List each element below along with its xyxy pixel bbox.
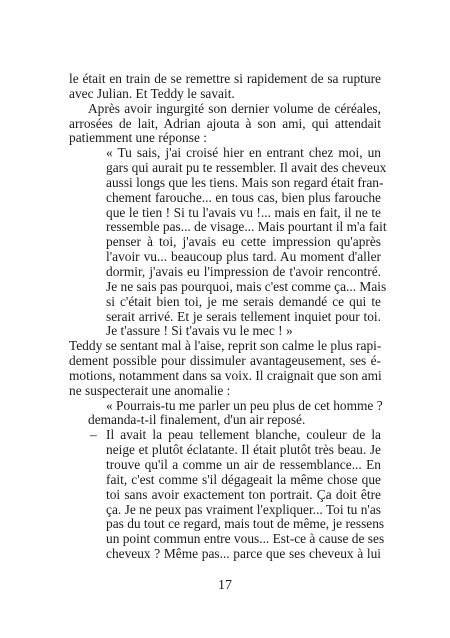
text-line: Il avait la peau tellement blanche, couleur de la bbox=[106, 427, 381, 443]
text-line: dement possible pour dissimuler avantageusement, ses é- bbox=[69, 353, 381, 368]
text-line: avec Julian. Et Teddy le savait. bbox=[69, 85, 235, 101]
text-line: ne suspecterait une anomalie : bbox=[69, 382, 231, 398]
text-line: aussi longs que les tiens. Mais son regard était fran- bbox=[106, 174, 384, 190]
text-line: toi sans avoir exactement ton portrait. Ça doit être bbox=[106, 486, 381, 502]
text-line: que le tien ! Si tu l'avais vu !... mais en fait, il ne te bbox=[106, 204, 381, 220]
text-line: trouve qu'il a comme un air de ressemblance... En bbox=[106, 456, 381, 472]
text-line: cheveux ? Même pas... parce que ses cheveux à lui bbox=[106, 546, 381, 561]
text-line: dormir, j'avais eu l'impression de t'avoir rencontré. bbox=[106, 264, 381, 279]
text-line: penser à toi, j'avais eu cette impression qu'après bbox=[106, 234, 381, 250]
dialogue-dash: – bbox=[90, 427, 97, 443]
text-line: ressemble pas... de visage... Mais pourtant il m'a fait bbox=[106, 219, 387, 235]
text-line: Je ne sais pas pourquoi, mais c'est comme ça... Mais bbox=[106, 278, 387, 294]
text-line: patiemment une réponse : bbox=[69, 130, 207, 146]
text-line: « Tu sais, j'ai croisé hier en entrant chez moi, un bbox=[106, 145, 381, 161]
text-line: neige et plutôt éclatante. Il était plutôt très beau. Je bbox=[106, 442, 381, 458]
text-line: « Pourrais-tu me parler un peu plus de cet homme ? bbox=[106, 397, 383, 413]
text-line: chement farouche... en tous cas, bien plus farouche bbox=[106, 189, 381, 205]
text-line: le était en train de se remettre si rapidement de sa rupture bbox=[69, 71, 381, 86]
text-line: fait, c'est comme s'il dégageait la même chose que bbox=[106, 471, 381, 487]
text-line: Teddy se sentant mal à l'aise, reprit son calme le plus rapi- bbox=[69, 338, 382, 354]
text-line: Je t'assure ! Si t'avais vu le mec ! » bbox=[106, 323, 293, 339]
page-number: 17 bbox=[218, 578, 232, 593]
text-line: un point commun entre vous... Est-ce à cause de ses bbox=[106, 531, 385, 547]
text-line: serait arrivé. Et je serais tellement inquiet pour toi. bbox=[106, 308, 381, 324]
text-line: pas du tout ce regard, mais tout de même, je ressens bbox=[106, 516, 385, 532]
text-line: gars qui aurait pu te ressembler. Il avait des cheveux bbox=[106, 160, 387, 176]
text-line: arrosées de lait, Adrian ajouta à son ami, qui attendait bbox=[69, 115, 381, 131]
text-line: motions, notamment dans sa voix. Il craignait que son ami bbox=[69, 367, 382, 383]
text-line: Après avoir ingurgité son dernier volume de céréales, bbox=[88, 100, 381, 116]
text-line: si c'était bien toi, je me serais demandé ce qui te bbox=[106, 293, 381, 309]
text-line: demanda-t-il finalement, d'un air reposé. bbox=[88, 412, 306, 428]
text-line: l'avoir vu... beaucoup plus tard. Au moment d'aller bbox=[106, 249, 381, 265]
text-line: ça. Je ne peux pas vraiment l'expliquer... Toi tu n'as bbox=[106, 501, 381, 517]
